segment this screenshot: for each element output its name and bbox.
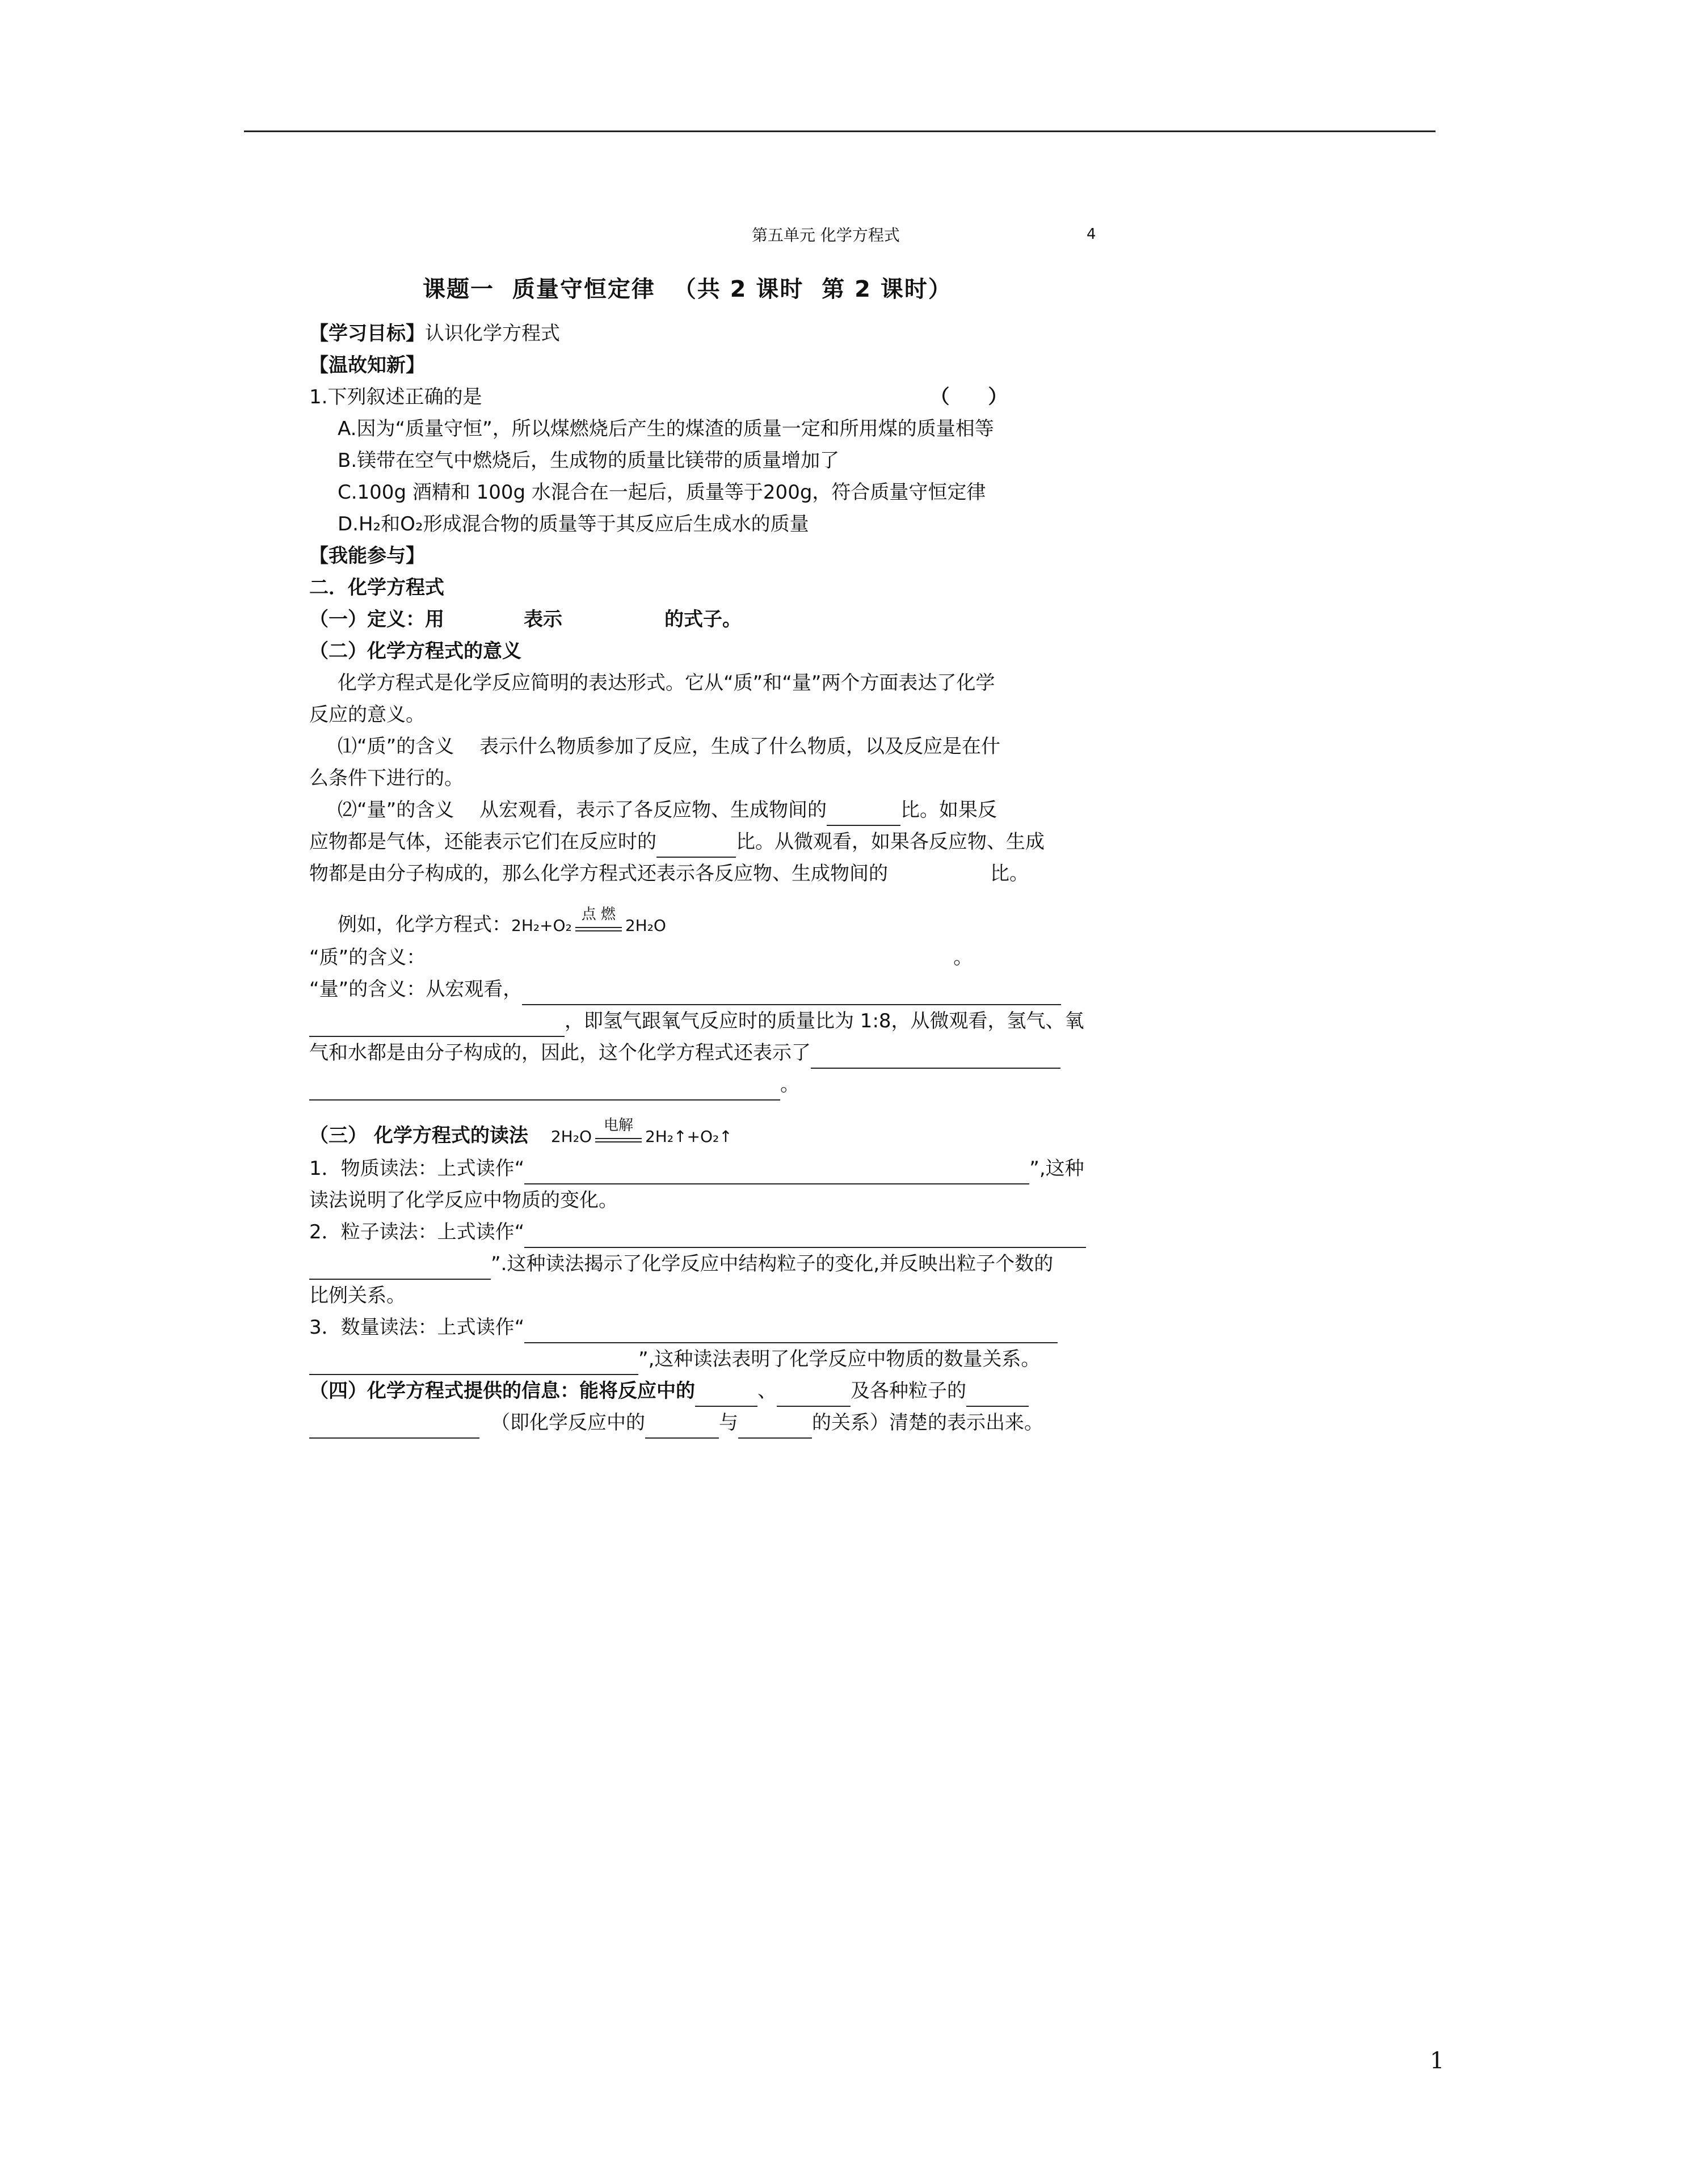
blank-info-2[interactable] bbox=[777, 1383, 851, 1407]
goal-label: 【学习目标】 bbox=[309, 322, 425, 345]
blank-info-1[interactable] bbox=[695, 1383, 757, 1407]
blank-info-6[interactable] bbox=[738, 1415, 812, 1439]
lesson-title: 课题一 质量守恒定律 （共 2 课时 第 2 课时） bbox=[423, 276, 952, 302]
example-equation: 例如，化学方程式：2H₂+O₂ 点 燃 2H₂O bbox=[309, 909, 1121, 942]
option-a: A.因为“质量守恒”，所以煤燃烧后产生的煤渣的质量一定和所用煤的质量相等 bbox=[338, 418, 994, 440]
blank-mass-ratio[interactable] bbox=[827, 802, 900, 826]
quality-meaning-1: ⑴“质”的含义 表示什么物质参加了反应，生成了什么物质，以及反应是在什 bbox=[338, 735, 1001, 758]
electrolysis-sign: 电解 bbox=[593, 1130, 644, 1153]
option-c: C.100g 酒精和 100g 水混合在一起后，质量等于200g，符合质量守恒定律 bbox=[338, 481, 986, 504]
section2-heading: 二．化学方程式 bbox=[309, 576, 444, 599]
answer-paren: （ ） bbox=[930, 386, 1008, 408]
blank-reading-2-cont[interactable] bbox=[309, 1256, 491, 1280]
quantity-answer-4: 。 bbox=[309, 1069, 1121, 1101]
quantity-meaning-3: 物都是由分子构成的，那么化学方程式还表示各反应物、生成物间的 比。 bbox=[309, 862, 1029, 885]
blank-micro[interactable] bbox=[811, 1045, 1060, 1069]
meaning-heading: （二）化学方程式的意义 bbox=[309, 640, 521, 663]
participate-label: 【我能参与】 bbox=[309, 545, 425, 567]
worksheet-body bbox=[309, 318, 1121, 1439]
blank-reading-1[interactable] bbox=[524, 1161, 1029, 1184]
goal-text: 认识化学方程式 bbox=[425, 322, 560, 345]
quantity-answer-1: “量”的含义：从宏观看， bbox=[309, 973, 1121, 1005]
intro-line-1: 化学方程式是化学反应简明的表达形式。它从“质”和“量”两个方面表达了化学 bbox=[338, 672, 995, 694]
quality-meaning-2: 么条件下进行的。 bbox=[309, 767, 464, 790]
blank-volume-ratio[interactable] bbox=[656, 834, 736, 858]
info-line-1: （四）化学方程式提供的信息：能将反应中的 、 及各种粒子的 bbox=[309, 1375, 1121, 1407]
condition-sign: 点 燃 bbox=[573, 919, 624, 942]
page-mark: 4 bbox=[1087, 226, 1096, 243]
blank-info-5[interactable] bbox=[645, 1415, 719, 1439]
reading-3-cont: ”,这种读法表明了化学反应中物质的数量关系。 bbox=[309, 1343, 1121, 1375]
reading-2-end: 比例关系。 bbox=[309, 1284, 406, 1307]
reading-2: 2．粒子读法：上式读作“ bbox=[309, 1216, 1121, 1248]
reading-3: 3．数量读法：上式读作“ bbox=[309, 1312, 1121, 1343]
learning-goal bbox=[309, 318, 1121, 349]
question-text: 1.下列叙述正确的是 bbox=[309, 386, 482, 408]
quantity-meaning-1: ⑵“量”的含义 从宏观看，表示了各反应物、生成物间的 比。如果反 bbox=[309, 794, 1121, 826]
option-d: D.H₂和O₂形成混合物的质量等于其反应后生成水的质量 bbox=[338, 513, 809, 536]
review-question bbox=[309, 381, 1121, 413]
header-rule bbox=[244, 130, 1436, 132]
quantity-answer-2: ，即氢气跟氧气反应时的质量比为 1:8，从微观看，氢气、氧 bbox=[309, 1005, 1121, 1037]
option-b: B.镁带在空气中燃烧后，生成物的质量比镁带的质量增加了 bbox=[338, 449, 840, 472]
page-number: 1 bbox=[1430, 2048, 1445, 2074]
blank-macro[interactable] bbox=[522, 981, 1061, 1005]
quality-answer: “质”的含义： 。 bbox=[309, 946, 973, 969]
blank-info-3[interactable] bbox=[966, 1383, 1029, 1407]
reading-1-cont: 读法说明了化学反应中物质的变化。 bbox=[309, 1189, 618, 1212]
review-label: 【温故知新】 bbox=[309, 354, 425, 377]
quantity-answer-3: 气和水都是由分子构成的，因此，这个化学方程式还表示了 bbox=[309, 1037, 1121, 1069]
reading-1: 1．物质读法：上式读作“ ”,这种 bbox=[309, 1153, 1121, 1184]
blank-micro-cont[interactable] bbox=[309, 1077, 780, 1101]
blank-macro-cont[interactable] bbox=[309, 1013, 565, 1037]
quantity-meaning-2: 应物都是气体，还能表示它们在反应时的 比。从微观看，如果各反应物、生成 bbox=[309, 826, 1121, 858]
blank-reading-2[interactable] bbox=[524, 1224, 1086, 1248]
blank-info-4[interactable] bbox=[309, 1415, 479, 1439]
info-line-2: （即化学反应中的 与 的关系）清楚的表示出来。 bbox=[309, 1407, 1121, 1439]
section3-heading: （三） 化学方程式的读法 2H₂O 电解 2H₂↑+O₂↑ bbox=[309, 1120, 1121, 1153]
reading-2-cont: ”.这种读法揭示了化学反应中结构粒子的变化,并反映出粒子个数的 bbox=[309, 1248, 1121, 1280]
unit-header: 第五单元 化学方程式 bbox=[752, 226, 900, 244]
definition-line: （一）定义：用 表示 的式子。 bbox=[309, 608, 742, 631]
blank-reading-3[interactable] bbox=[524, 1319, 1058, 1343]
intro-line-2: 反应的意义。 bbox=[309, 703, 425, 726]
blank-reading-3-cont[interactable] bbox=[309, 1351, 638, 1375]
